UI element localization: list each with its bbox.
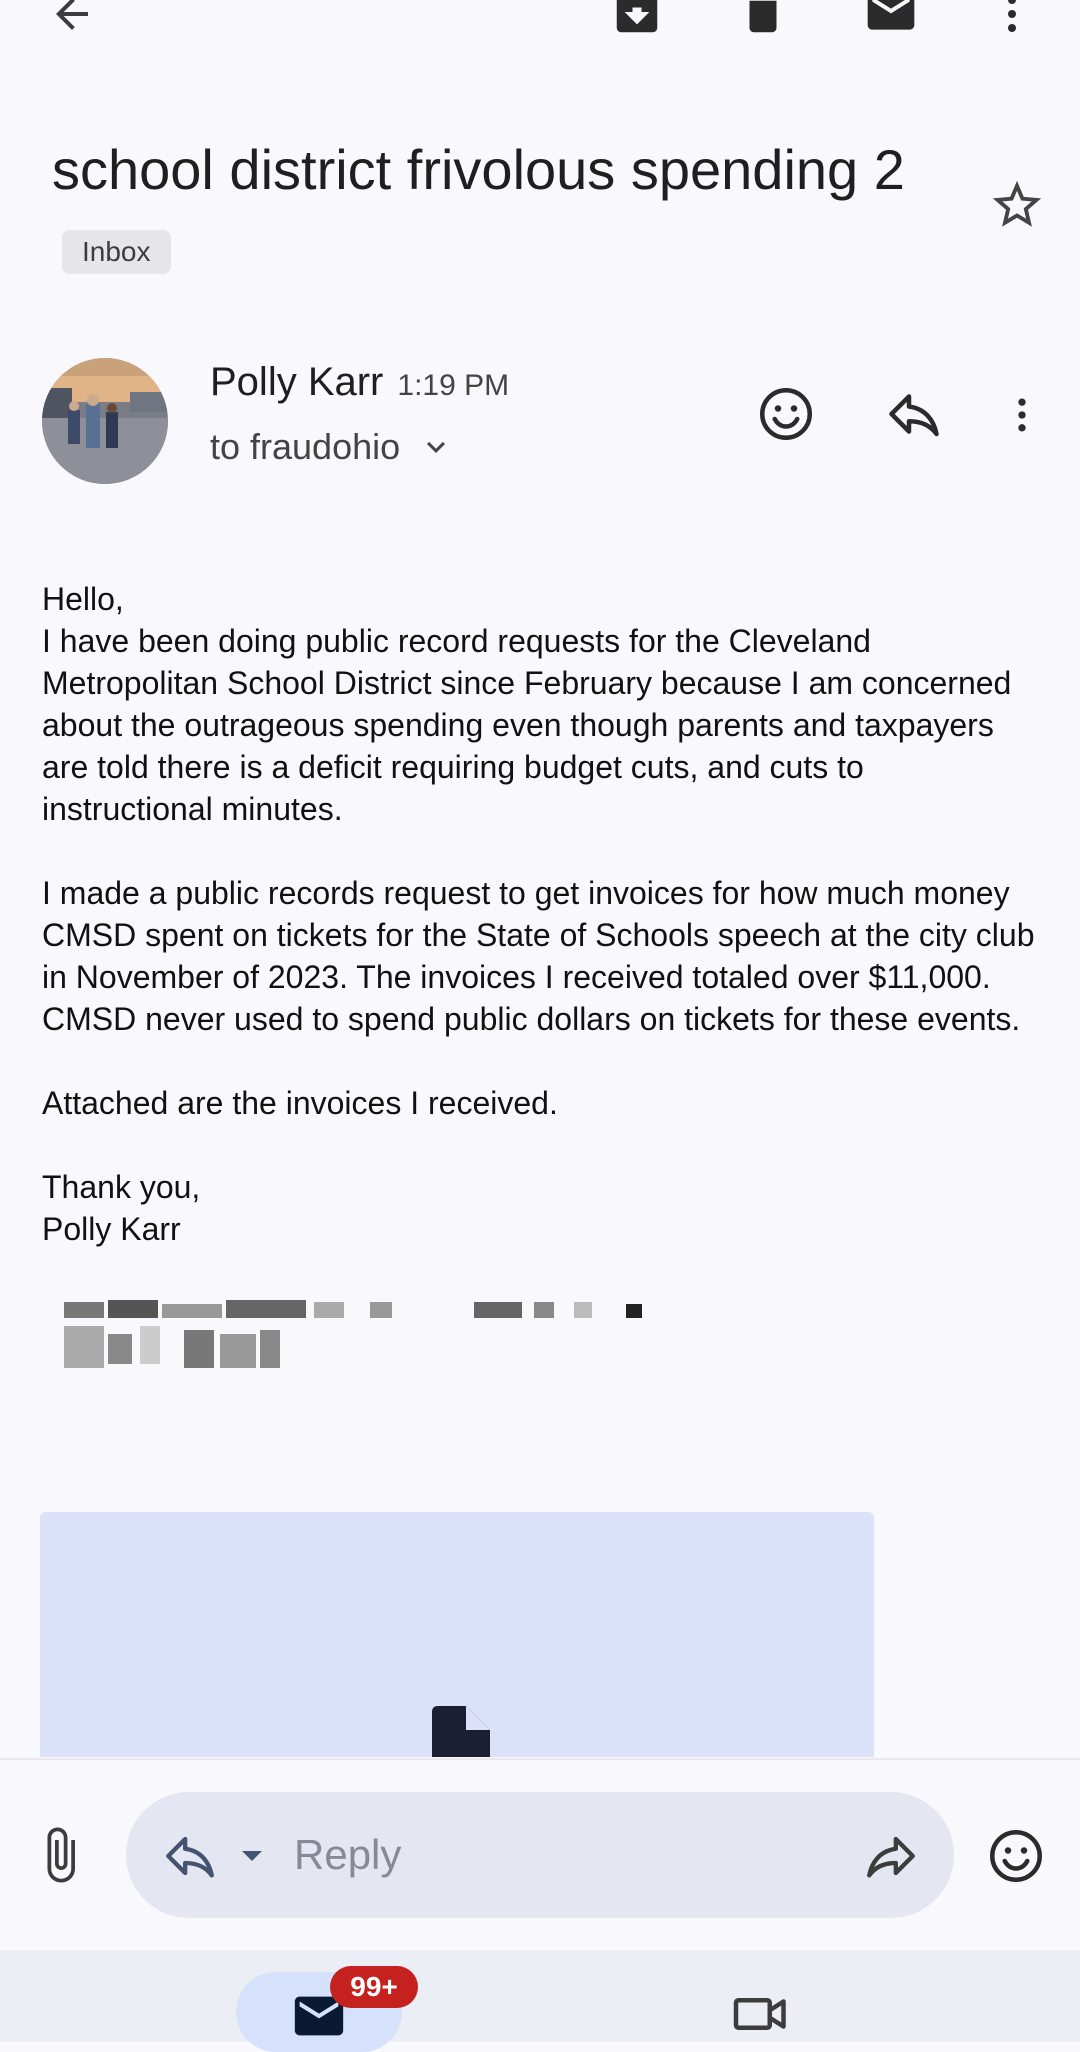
react-emoji-button[interactable] bbox=[750, 378, 822, 450]
subject-text: school district frivolous spending 2 bbox=[52, 138, 905, 201]
trash-icon bbox=[736, 0, 790, 39]
reply-icon bbox=[884, 384, 944, 444]
message-more-button[interactable] bbox=[1000, 384, 1044, 446]
body-signoff: Thank you, bbox=[42, 1169, 201, 1205]
paperclip-icon bbox=[30, 1825, 90, 1885]
reply-button[interactable] bbox=[878, 378, 950, 450]
bottom-navigation bbox=[0, 1950, 1080, 2042]
attachment-preview[interactable] bbox=[40, 1512, 874, 1757]
star-icon bbox=[988, 176, 1046, 234]
arrow-left-icon bbox=[48, 0, 96, 38]
sender-name-row bbox=[210, 358, 509, 410]
reply-emoji-button[interactable] bbox=[978, 1818, 1054, 1894]
chevron-down-icon bbox=[418, 429, 454, 465]
reply-type-dropdown[interactable] bbox=[232, 1836, 272, 1876]
reply-icon bbox=[161, 1827, 219, 1885]
attach-button[interactable] bbox=[28, 1820, 92, 1890]
sent-time: 1:19 PM bbox=[397, 369, 510, 402]
recipient-details-toggle[interactable] bbox=[210, 426, 454, 468]
sender-avatar[interactable] bbox=[42, 358, 168, 484]
reply-type-button[interactable] bbox=[158, 1824, 222, 1888]
forward-icon bbox=[862, 1827, 920, 1885]
body-signature: Polly Karr bbox=[42, 1211, 181, 1247]
forward-button[interactable] bbox=[856, 1824, 926, 1888]
avatar-photo bbox=[42, 358, 168, 484]
unread-count-badge: 99+ bbox=[330, 1966, 418, 2008]
body-greeting: Hello, bbox=[42, 581, 124, 617]
video-icon bbox=[731, 1984, 791, 2044]
archive-icon bbox=[610, 0, 664, 39]
delete-button[interactable] bbox=[730, 0, 796, 42]
nav-meet-tab[interactable] bbox=[726, 1986, 796, 2042]
email-subject bbox=[52, 128, 942, 296]
mark-unread-button[interactable] bbox=[858, 0, 924, 42]
emoji-icon bbox=[986, 1826, 1046, 1886]
mail-unread-icon bbox=[863, 0, 919, 39]
email-body bbox=[42, 578, 1042, 1250]
inbox-label-badge[interactable]: Inbox bbox=[62, 230, 171, 274]
more-vert-icon bbox=[988, 0, 1036, 38]
more-options-button[interactable] bbox=[988, 0, 1036, 42]
more-vert-icon bbox=[1000, 391, 1044, 439]
reply-placeholder[interactable]: Reply bbox=[294, 1831, 402, 1878]
star-button[interactable] bbox=[984, 172, 1050, 238]
file-icon bbox=[426, 1706, 490, 1757]
body-paragraph: I made a public records request to get invoices for how much money CMSD spent on tickets for the State of Schools speech at the city club in November of 2023. The invoices I received totaled over $11,000. CMSD never used to spend public dollars on tickets for these events. bbox=[42, 875, 1035, 1037]
body-paragraph: I have been doing public record requests for the Cleveland Metropolitan School District since February because I am concerned about the outrageous spending even though parents and taxpayers are told there is a deficit requiring budget cuts, and cuts to instructional minutes. bbox=[42, 623, 1012, 827]
archive-button[interactable] bbox=[604, 0, 670, 42]
redacted-signature bbox=[44, 1300, 664, 1380]
back-button[interactable] bbox=[36, 0, 108, 42]
emoji-icon bbox=[756, 384, 816, 444]
caret-down-icon bbox=[232, 1836, 272, 1876]
sender-name[interactable]: Polly Karr bbox=[210, 360, 384, 404]
recipient-text: to fraudohio bbox=[210, 426, 401, 467]
body-paragraph: Attached are the invoices I received. bbox=[42, 1085, 558, 1121]
top-toolbar bbox=[0, 0, 1080, 60]
